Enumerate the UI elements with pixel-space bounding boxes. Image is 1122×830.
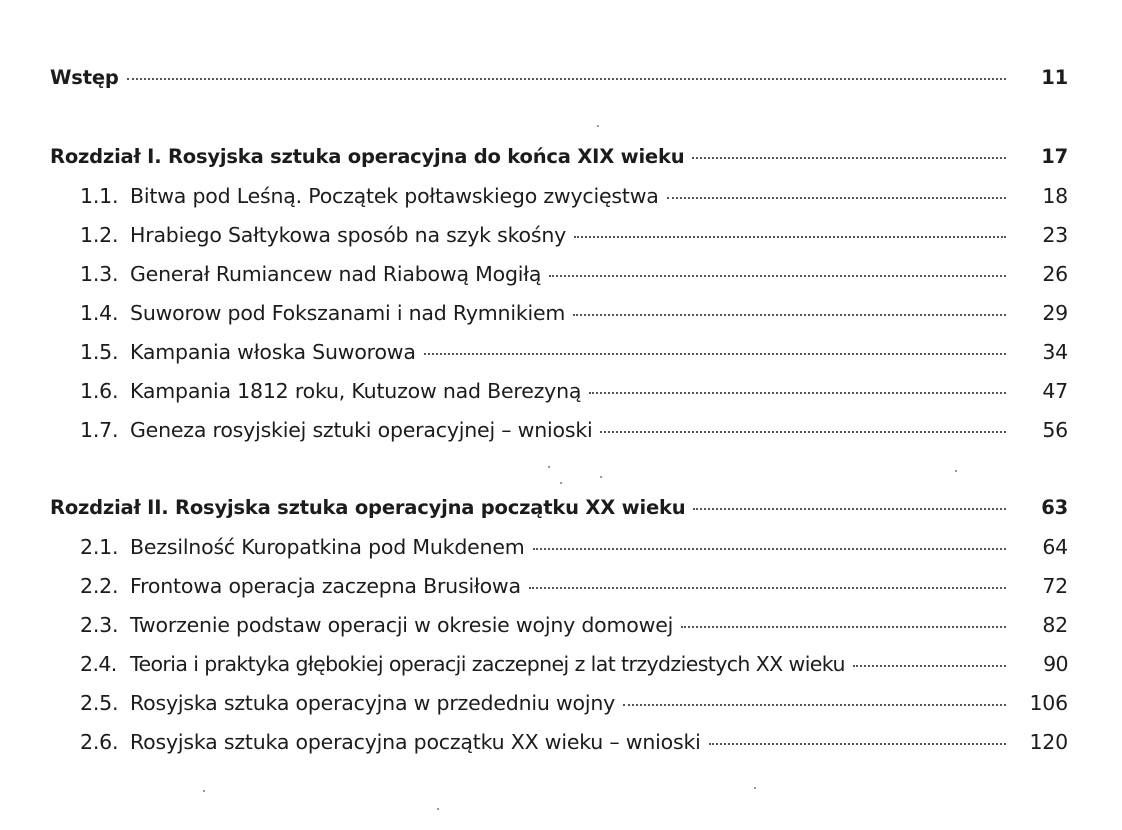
toc-section-entry bbox=[80, 262, 1068, 294]
toc-section-entry bbox=[80, 652, 1068, 684]
scan-speck bbox=[560, 482, 562, 484]
toc-section-number: 2.5. bbox=[80, 691, 119, 715]
toc-entry-title bbox=[80, 574, 521, 598]
toc-page-number: 82 bbox=[1042, 613, 1068, 637]
toc-page-number: 63 bbox=[1041, 496, 1068, 519]
toc-section-title: Suworow pod Fokszanami i nad Rymnikiem bbox=[130, 301, 566, 325]
scan-speck bbox=[955, 470, 957, 472]
toc-page-number: 64 bbox=[1042, 535, 1068, 559]
toc-section-title: Bitwa pod Leśną. Początek połtawskiego zwycięstwa bbox=[130, 184, 659, 208]
toc-section-number: 1.5. bbox=[80, 340, 119, 364]
toc-section-entry bbox=[80, 574, 1068, 606]
toc-section-entry bbox=[80, 613, 1068, 645]
dot-leader bbox=[667, 197, 1006, 199]
dot-leader bbox=[600, 431, 1006, 433]
toc-chapter-heading bbox=[50, 145, 1068, 177]
toc-page-number: 11 bbox=[1041, 66, 1068, 89]
toc-page-number: 17 bbox=[1041, 145, 1068, 168]
toc-page-number: 34 bbox=[1042, 340, 1068, 364]
toc-section-entry bbox=[80, 301, 1068, 333]
toc-entry-title bbox=[80, 730, 701, 754]
toc-section-number: 1.4. bbox=[80, 301, 119, 325]
toc-entry-title: Rozdział I. Rosyjska sztuka operacyjna do końca XIX wieku bbox=[50, 145, 685, 168]
toc-section-title: Bezsilność Kuropatkina pod Mukdenem bbox=[130, 535, 525, 559]
toc-section-entry bbox=[80, 223, 1068, 255]
toc-section-entry bbox=[80, 535, 1068, 567]
scan-speck bbox=[597, 125, 599, 127]
dot-leader bbox=[533, 548, 1006, 550]
toc-page-number: 120 bbox=[1029, 730, 1068, 754]
scan-speck bbox=[754, 787, 756, 789]
dot-leader bbox=[549, 275, 1006, 277]
dot-leader bbox=[424, 353, 1006, 355]
toc-section-number: 1.1. bbox=[80, 184, 119, 208]
dot-leader bbox=[853, 665, 1006, 667]
toc-page-number: 26 bbox=[1042, 262, 1068, 286]
toc-section-entry bbox=[80, 379, 1068, 411]
dot-leader bbox=[709, 743, 1006, 745]
toc-section-number: 1.3. bbox=[80, 262, 119, 286]
toc-section-title: Hrabiego Sałtykowa sposób na szyk skośny bbox=[130, 223, 567, 247]
dot-leader bbox=[623, 704, 1006, 706]
toc-section-title: Tworzenie podstaw operacji w okresie wojny domowej bbox=[130, 613, 674, 637]
toc-page-number: 106 bbox=[1029, 691, 1068, 715]
toc-page-number: 47 bbox=[1042, 379, 1068, 403]
toc-section-entry bbox=[80, 184, 1068, 216]
toc-section-number: 1.7. bbox=[80, 418, 119, 442]
toc-page-number: 90 bbox=[1043, 652, 1068, 676]
dot-leader bbox=[681, 626, 1006, 628]
toc-section-title: Generał Rumiancew nad Riabową Mogiłą bbox=[130, 262, 542, 286]
toc-entry-title: Rozdział II. Rosyjska sztuka operacyjna początku XX wieku bbox=[50, 496, 686, 519]
scan-speck bbox=[600, 476, 602, 478]
toc-section-title: Kampania 1812 roku, Kutuzow nad Berezyną bbox=[130, 379, 582, 403]
toc-section-number: 1.2. bbox=[80, 223, 119, 247]
toc-entry-intro bbox=[50, 66, 1068, 98]
toc-entry-title bbox=[80, 340, 416, 364]
toc-entry-title bbox=[80, 613, 673, 637]
toc-section-title: Teoria i praktyka głębokiej operacji zaczepnej z lat trzydziestych XX wieku bbox=[130, 652, 845, 676]
toc-entry-title bbox=[80, 535, 525, 559]
dot-leader bbox=[573, 314, 1006, 316]
dot-leader bbox=[692, 157, 1006, 159]
toc-entry-title bbox=[80, 301, 565, 325]
toc-section-number: 2.1. bbox=[80, 535, 119, 559]
toc-page-number: 29 bbox=[1042, 301, 1068, 325]
toc-chapter-heading bbox=[50, 496, 1068, 528]
toc-entry-title bbox=[80, 262, 541, 286]
toc-section-number: 2.3. bbox=[80, 613, 119, 637]
toc-section-entry bbox=[80, 340, 1068, 372]
toc-section-title: Rosyjska sztuka operacyjna początku XX wieku – wnioski bbox=[130, 730, 701, 754]
toc-section-entry bbox=[80, 691, 1068, 723]
toc-section-title: Rosyjska sztuka operacyjna w przededniu wojny bbox=[130, 691, 616, 715]
toc-page-number: 23 bbox=[1042, 223, 1068, 247]
dot-leader bbox=[693, 508, 1006, 510]
toc-entry-title bbox=[80, 379, 581, 403]
toc-entry-title bbox=[80, 418, 592, 442]
toc-section-title: Geneza rosyjskiej sztuki operacyjnej – wnioski bbox=[130, 418, 593, 442]
scan-speck bbox=[437, 808, 439, 810]
dot-leader bbox=[529, 587, 1006, 589]
toc-entry-title bbox=[80, 652, 845, 676]
toc-section-number: 2.2. bbox=[80, 574, 119, 598]
toc-entry-title bbox=[80, 184, 659, 208]
dot-leader bbox=[589, 392, 1006, 394]
toc-section-entry bbox=[80, 730, 1068, 762]
dot-leader bbox=[574, 236, 1006, 238]
toc-entry-title bbox=[80, 691, 615, 715]
toc-section-title: Frontowa operacja zaczepna Brusiłowa bbox=[130, 574, 521, 598]
toc-entry-title bbox=[80, 223, 566, 247]
toc-section-entry bbox=[80, 418, 1068, 450]
toc-section-title: Kampania włoska Suworowa bbox=[130, 340, 416, 364]
toc-section-number: 2.4. bbox=[80, 652, 117, 676]
toc-page-number: 56 bbox=[1042, 418, 1068, 442]
dot-leader bbox=[127, 78, 1006, 80]
scan-speck bbox=[548, 466, 550, 468]
toc-section-number: 1.6. bbox=[80, 379, 119, 403]
toc-section-number: 2.6. bbox=[80, 730, 119, 754]
scan-speck bbox=[203, 790, 205, 792]
toc-page-number: 72 bbox=[1042, 574, 1068, 598]
toc-page-number: 18 bbox=[1042, 184, 1068, 208]
toc-entry-title: Wstęp bbox=[50, 66, 119, 89]
